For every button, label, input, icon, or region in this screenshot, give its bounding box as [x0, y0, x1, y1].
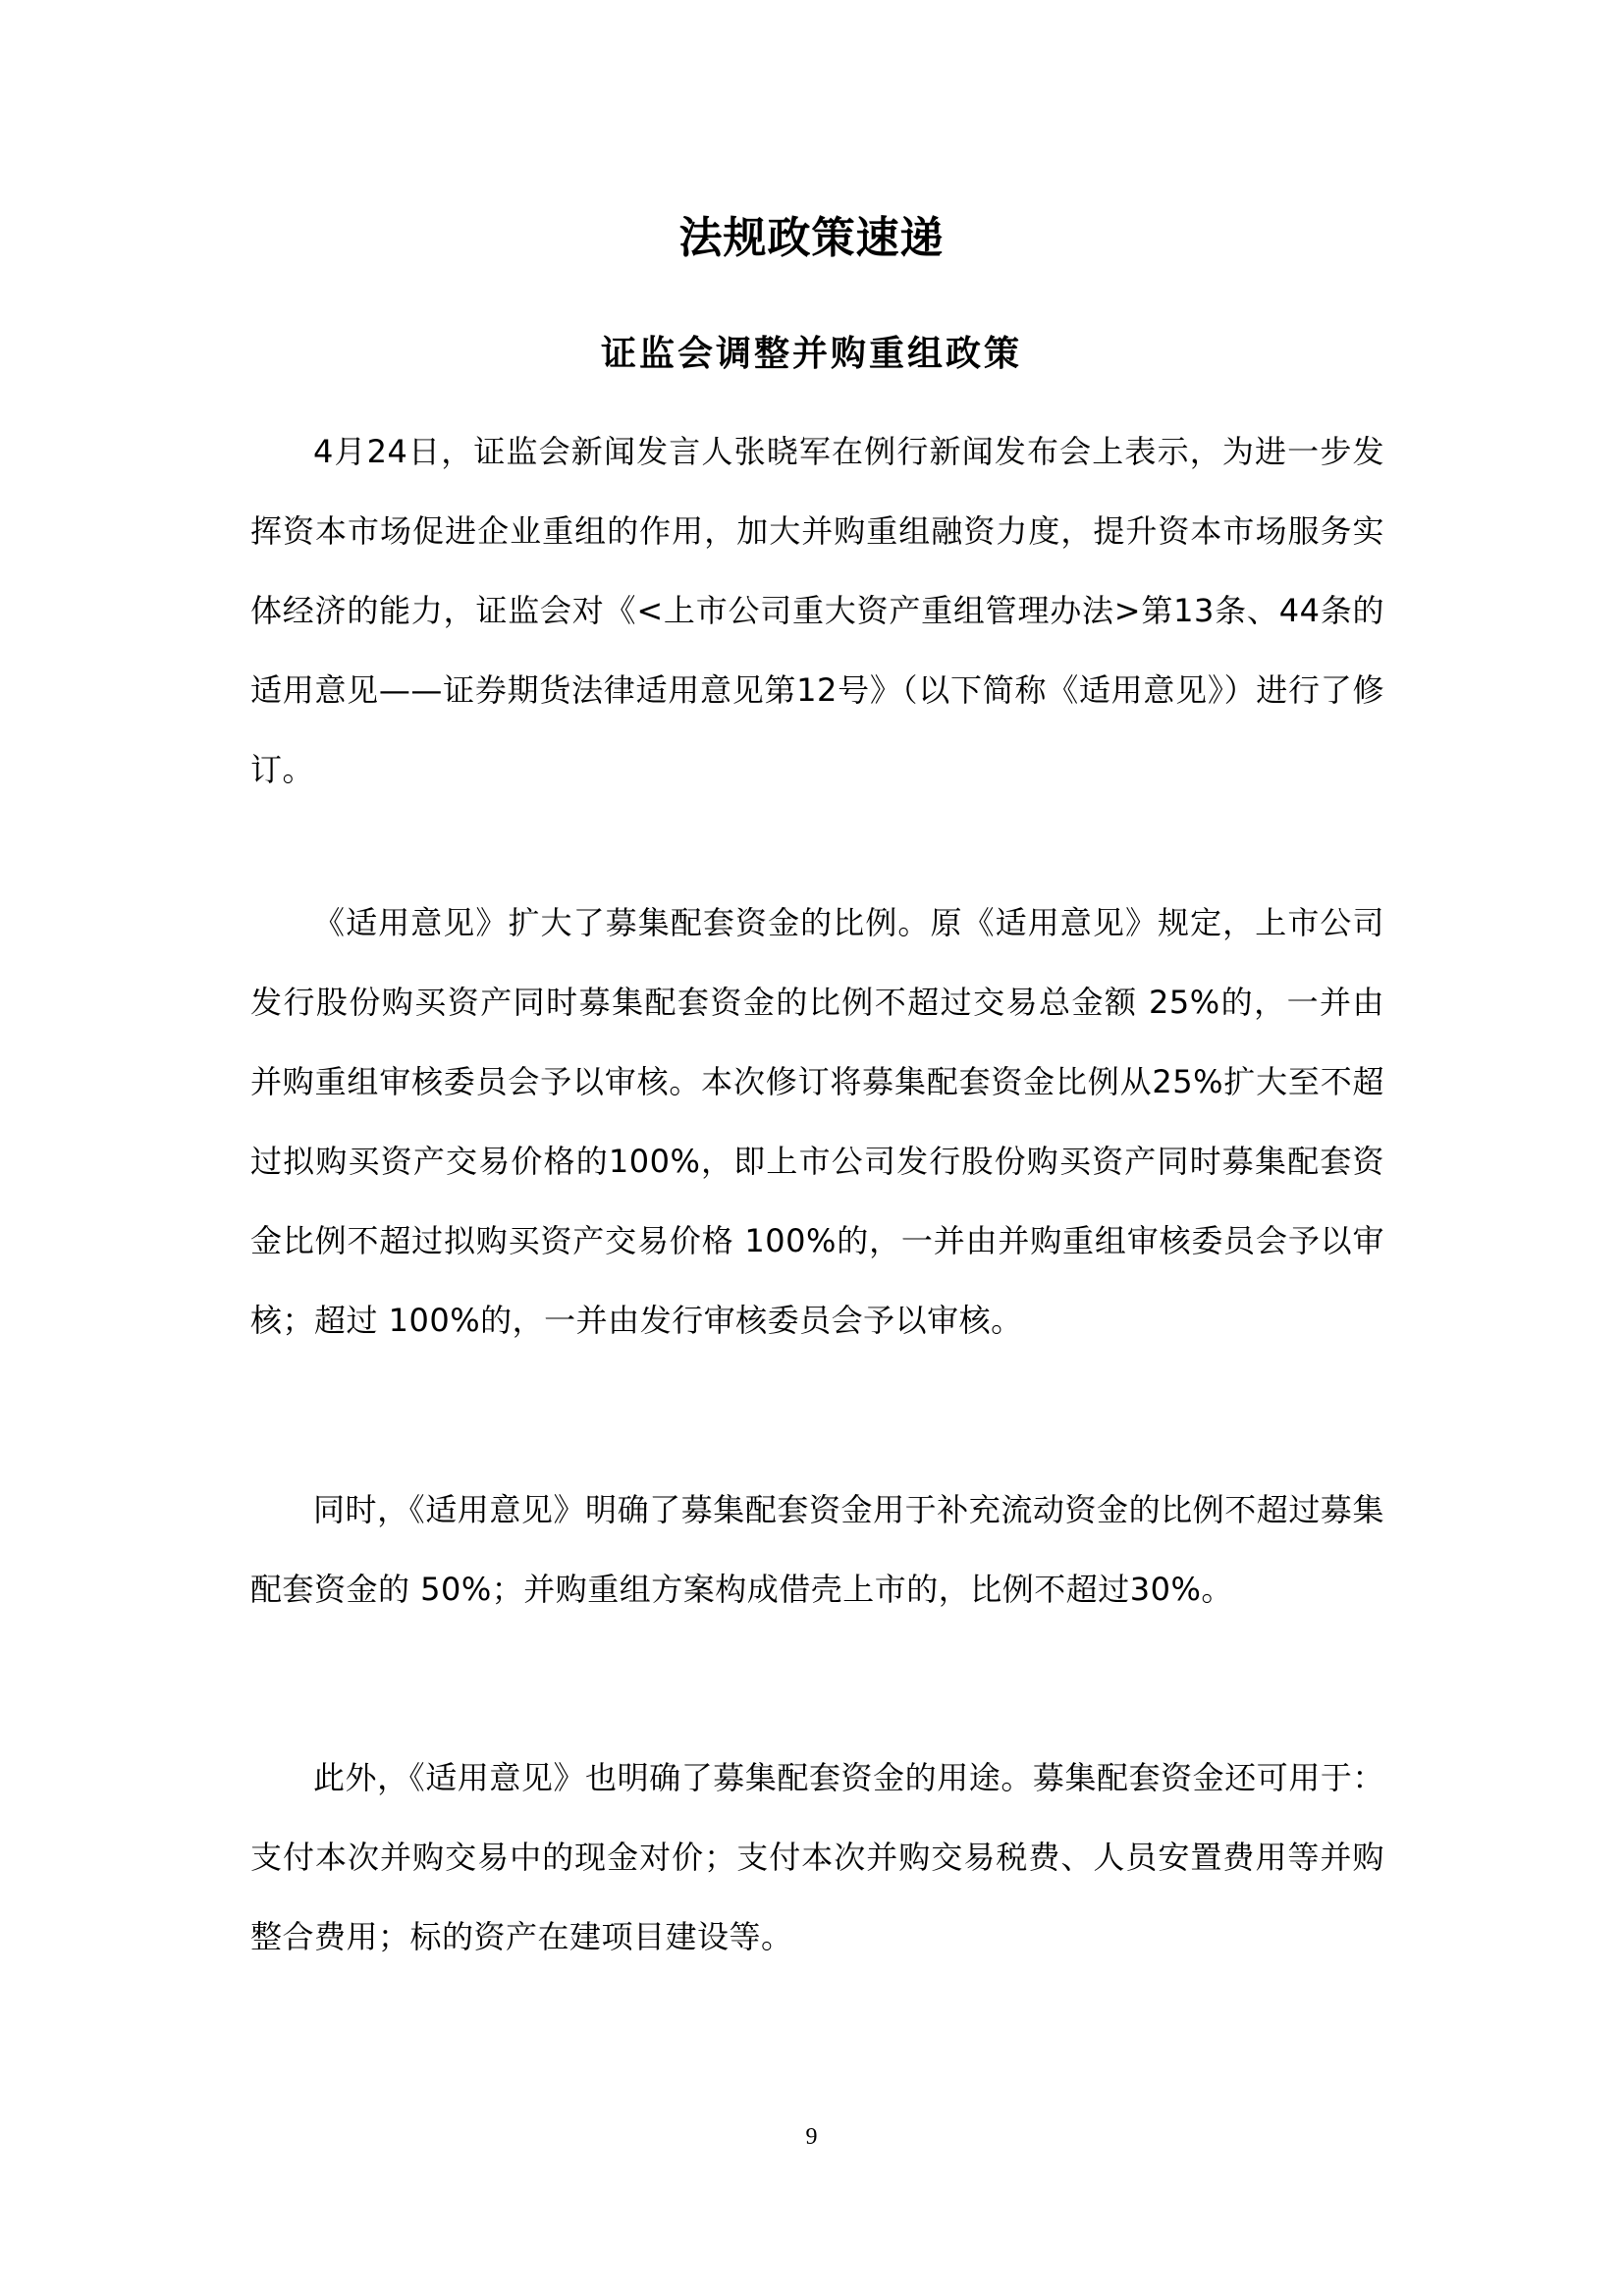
article-title: 证监会调整并购重组政策 [600, 334, 1022, 374]
section-title: 法规政策速递 [678, 213, 945, 263]
paragraph-3: 同时，《适用意见》明确了募集配套资金用于补充流动资金的比例不超过募集配套资金的 50%；并购重组方案构成借壳上市的，比例不超过30%。 [250, 1491, 1384, 1608]
paragraph-2: 《适用意见》扩大了募集配套资金的比例。原《适用意见》规定，上市公司发行股份购买资产同时募集配套资金的比例不超过交易总金额 25%的，一并由并购重组审核委员会予以审核。本次修订将募集配套资金比例从25%扩大至不超过拟购买资产交易价格的100%，即上市公司发行股份购买资产同时募集配套资金比例不超过拟购买资产交易价格 100%的，一并由并购重组审核委员会予以审核；超过 100%的，一并由发行审核委员会予以审核。 [250, 904, 1384, 1339]
paragraph-4: 此外，《适用意见》也明确了募集配套资金的用途。募集配套资金还可用于：支付本次并购交易中的现金对价；支付本次并购交易税费、人员安置费用等并购整合费用；标的资产在建项目建设等。 [250, 1759, 1384, 1955]
page-number: 9 [805, 2124, 818, 2150]
paragraph-1: 4月24日，证监会新闻发言人张晓军在例行新闻发布会上表示，为进一步发挥资本市场促进企业重组的作用，加大并购重组融资力度，提升资本市场服务实体经济的能力，证监会对《<上市公司重大资产重组管理办法>第13条、44条的适用意见——证券期货法律适用意见第12号》（以下简称《适用意见》）进行了修订。 [250, 433, 1384, 788]
